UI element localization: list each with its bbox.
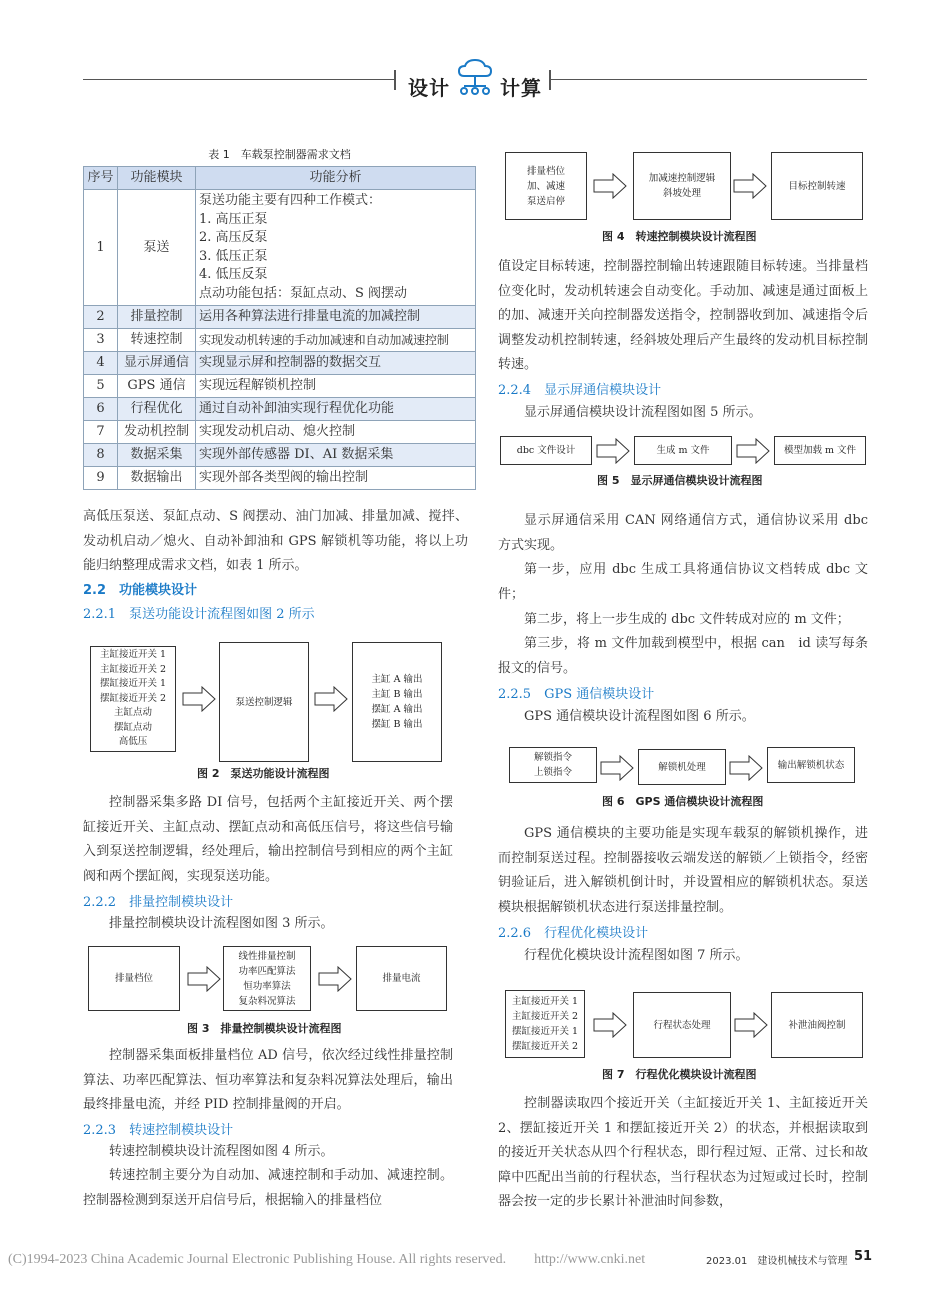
page-number: 51 [854, 1249, 873, 1264]
fig7-input-line: 主缸接近开关 1 [511, 996, 579, 1007]
fig6-input-line: 上锁指令 [533, 767, 572, 778]
block-arrow-right-icon [318, 966, 352, 992]
row-analysis-multiline [196, 190, 476, 306]
fig5-generate-label: 生成 m 文件 [656, 445, 710, 456]
section-heading-2-2-5: 2.2.5 GPS 通信模块设计 [498, 687, 655, 702]
fig2-logic-box [219, 642, 309, 762]
fig3-algorithm-box [223, 946, 311, 1011]
section-heading-2-2-6: 2.2.6 行程优化模块设计 [498, 926, 649, 941]
fig3-algorithm-line: 复杂料况算法 [238, 995, 296, 1007]
fig2-input-line: 高低压 [118, 736, 148, 748]
analysis-line: 3. 低压正泵 [199, 248, 268, 264]
fig3-input-label: 排量档位 [114, 973, 153, 984]
section-heading-2-2: 2.2 功能模块设计 [83, 583, 198, 598]
figure-6-caption: 图 6 GPS 通信模块设计流程图 [602, 795, 764, 808]
fig5-dbc-box [500, 436, 592, 465]
block-arrow-right-icon [187, 966, 221, 992]
figure-3-caption: 图 3 排量控制模块设计流程图 [187, 1022, 342, 1035]
row-analysis: 实现发动机启动、熄火控制 [196, 421, 476, 444]
block-arrow-right-icon [736, 438, 770, 464]
fig4-logic-box [633, 152, 731, 220]
table-row [84, 467, 476, 490]
row-analysis: 通过自动补卸油实现行程优化功能 [196, 398, 476, 421]
fig4-input-line: 泵送启停 [526, 195, 565, 207]
fig3-algorithm-line: 线性排量控制 [238, 950, 296, 962]
header-bracket-right [549, 70, 551, 90]
row-module: 数据输出 [118, 467, 196, 490]
table-row [84, 398, 476, 421]
copyright-line: (C)1994-2023 China Academic Journal Electronic Publishing House. All rights reserved. http://www.cnki.net [8, 1252, 646, 1267]
analysis-line: 1. 高压正泵 [199, 211, 268, 227]
header-title-left: 设计 [408, 76, 450, 100]
block-arrow-right-icon [734, 1012, 768, 1038]
row-no: 7 [84, 421, 118, 444]
fig5-load-box [774, 436, 866, 465]
paragraph-2-2-6: 行程优化模块设计流程图如图 7 所示。 [524, 948, 749, 963]
fig7-input-line: 摆缸接近开关 1 [511, 1026, 579, 1037]
paragraph-2-2-2: 排量控制模块设计流程图如图 3 所示。 [109, 916, 334, 931]
row-module: 显示屏通信 [118, 352, 196, 375]
block-arrow-right-icon [596, 438, 630, 464]
block-arrow-right-icon [600, 755, 634, 781]
table-caption: 表 1 车载泵控制器需求文档 [208, 148, 351, 161]
analysis-line: 4. 低压反泵 [199, 267, 268, 282]
fig2-input-line: 主缸接近开关 2 [99, 663, 167, 675]
table-row [84, 444, 476, 467]
requirements-table [83, 166, 476, 490]
fig7-input-box [505, 990, 585, 1058]
row-no: 1 [84, 190, 118, 306]
cloud-network-icon [456, 58, 494, 98]
figure-5-caption: 图 5 显示屏通信模块设计流程图 [597, 474, 763, 487]
fig6-process-box [638, 749, 726, 785]
figure-2-caption: 图 2 泵送功能设计流程图 [197, 767, 330, 780]
block-arrow-right-icon [593, 173, 627, 199]
fig4-logic-line: 斜坡处理 [662, 188, 701, 199]
fig7-output-box [771, 992, 863, 1058]
analysis-line: 2. 高压反泵 [199, 230, 268, 245]
block-arrow-right-icon [733, 173, 767, 199]
figure-4-caption: 图 4 转速控制模块设计流程图 [602, 230, 757, 243]
fig6-process-label: 解锁机处理 [658, 761, 706, 773]
row-module: 排量控制 [118, 306, 196, 329]
fig7-input-line: 主缸接近开关 2 [511, 1011, 579, 1022]
fig5-load-label: 模型加载 m 文件 [783, 445, 857, 456]
fig7-input-line: 摆缸接近开关 2 [511, 1041, 579, 1052]
row-analysis: 实现外部各类型阀的输出控制 [196, 467, 476, 490]
fig6-output-box [767, 747, 855, 783]
fig2-input-line: 摆缸点动 [113, 721, 152, 733]
fig3-output-label: 排量电流 [382, 973, 421, 984]
row-no: 5 [84, 375, 118, 398]
row-module: 行程优化 [118, 398, 196, 421]
row-analysis: 运用各种算法进行排量电流的加减控制 [196, 306, 476, 329]
fig2-output-line: 摆缸 B 输出 [371, 719, 423, 730]
block-arrow-right-icon [182, 686, 216, 712]
fig3-input-box [88, 946, 180, 1011]
fig2-output-line: 主缸 A 输出 [371, 674, 423, 685]
block-arrow-right-icon [314, 686, 348, 712]
table-header-cell: 序号 [84, 167, 118, 190]
fig5-paragraph-d: 第三步，将 m 文件加载到模型中，根据 can id 读写每条报文的信号。 [498, 636, 868, 676]
row-module: 泵送 [118, 190, 196, 306]
row-module: 转速控制 [118, 329, 196, 352]
section-heading-2-2-1: 2.2.1 泵送功能设计流程图如图 2 所示 [83, 607, 315, 622]
block-arrow-right-icon [729, 755, 763, 781]
header-bracket-left [394, 70, 396, 90]
header-rule-right [551, 79, 867, 80]
fig4-logic-line: 加减速控制逻辑 [648, 173, 716, 184]
table-row [84, 306, 476, 329]
block-arrow-right-icon [593, 1012, 627, 1038]
journal-name: 2023.01 建设机械技术与管理 [704, 1252, 849, 1267]
analysis-line: 点动功能包括：泵缸点动、S 阀摆动 [199, 285, 408, 301]
table-row [84, 190, 476, 306]
section-heading-2-2-2: 2.2.2 排量控制模块设计 [83, 895, 234, 910]
fig5-paragraph-c: 第二步，将上一步生成的 dbc 文件转成对应的 m 文件； [524, 612, 850, 627]
fig4-input-box [505, 152, 587, 220]
fig2-paragraph: 控制器采集多路 DI 信号，包括两个主缸接近开关、两个摆缸接近开关、主缸点动、摆缸点动和高低压信号，将这些信号输入到泵送控制逻辑，经处理后，输出控制信号到相应的两个主缸阀和两个摆缸阀，实现泵送功能。 [83, 795, 453, 884]
fig7-process-label: 行程状态处理 [653, 1019, 711, 1031]
row-no: 2 [84, 306, 118, 329]
paragraph-2-2-4: 显示屏通信模块设计流程图如图 5 所示。 [524, 405, 762, 420]
paragraph-2-2-5: GPS 通信模块设计流程图如图 6 所示。 [524, 709, 755, 724]
header-title-right: 计算 [500, 76, 542, 100]
section-heading-2-2-4: 2.2.4 显示屏通信模块设计 [498, 383, 662, 398]
row-analysis: 实现显示屏和控制器的数据交互 [196, 352, 476, 375]
fig2-input-line: 主缸点动 [113, 707, 152, 719]
row-module: 发动机控制 [118, 421, 196, 444]
fig4-input-line: 排量档位 [526, 165, 565, 177]
fig3-paragraph: 控制器采集面板排量档位 AD 信号，依次经过线性排量控制算法、功率匹配算法、恒功率算法和复杂料况算法处理后，输出最终排量电流，并经 PID 控制排量阀的开启。 [83, 1048, 453, 1112]
section-heading-2-2-3: 2.2.3 转速控制模块设计 [83, 1123, 234, 1138]
table-row [84, 375, 476, 398]
fig3-output-box [356, 946, 447, 1011]
table-header-row [84, 167, 476, 190]
row-module: GPS 通信 [118, 375, 196, 398]
fig6-input-line: 解锁指令 [533, 752, 572, 763]
fig2-input-box [90, 646, 176, 752]
fig7-output-label: 补泄油阀控制 [788, 1019, 846, 1031]
row-no: 4 [84, 352, 118, 375]
fig7-process-box [633, 992, 731, 1058]
fig2-output-line: 摆缸 A 输出 [371, 704, 423, 715]
fig6-paragraph: GPS 通信模块的主要功能是实现车载泵的解锁机操作，进而控制泵送过程。控制器接收云端发送的解锁／上锁指令，经密钥验证后，进入解锁机倒计时，并设置相应的解锁机状态。泵送模块根据解锁机状态进行泵送排量控制。 [498, 826, 868, 915]
fig4-output-label: 目标控制转速 [788, 180, 846, 192]
paragraph-2-2-3a: 转速控制模块设计流程图如图 4 所示。 [109, 1144, 334, 1159]
table-header-cell: 功能分析 [196, 167, 476, 190]
table-row [84, 352, 476, 375]
fig2-input-line: 摆缸接近开关 2 [99, 692, 167, 704]
table-header-cell: 功能模块 [118, 167, 196, 190]
paragraph-2-2-3b: 转速控制主要分为自动加、减速控制和手动加、减速控制。控制器检测到泵送开启信号后，根据输入的排量档位 [83, 1168, 453, 1208]
fig3-algorithm-line: 功率匹配算法 [238, 965, 296, 977]
fig6-output-label: 输出解锁机状态 [777, 759, 845, 771]
fig3-algorithm-line: 恒功率算法 [243, 980, 291, 992]
table-row [84, 329, 476, 352]
fig2-output-line: 主缸 B 输出 [371, 689, 423, 700]
row-analysis: 实现远程解锁机控制 [196, 375, 476, 398]
fig2-input-line: 摆缸接近开关 1 [99, 678, 167, 690]
row-no: 8 [84, 444, 118, 467]
fig4-output-box [771, 152, 863, 220]
fig2-input-line: 主缸接近开关 1 [99, 649, 167, 661]
figure-7-caption: 图 7 行程优化模块设计流程图 [602, 1068, 757, 1081]
row-module: 数据采集 [118, 444, 196, 467]
fig7-paragraph: 控制器读取四个接近开关（主缸接近开关 1、主缸接近开关 2、摆缸接近开关 1 和摆缸接近开关 2）的状态，并根据读取到的接近开关状态从四个行程状态，即行程过短、正常、过长和故障中匹配出当前的行程状态，当行程状态为过短或过长时，控制器会按一定的步长累计补泄油时间参数， [498, 1096, 868, 1209]
fig5-generate-box [634, 436, 732, 465]
fig5-paragraph-b: 第一步，应用 dbc 生成工具将通信协议文档转成 dbc 文件； [498, 562, 868, 602]
analysis-line: 泵送功能主要有四种工作模式： [199, 193, 382, 208]
header-rule-left [83, 79, 394, 80]
fig5-paragraph-a: 显示屏通信采用 CAN 网络通信方式，通信协议采用 dbc 方式实现。 [498, 513, 868, 553]
fig5-dbc-label: dbc 文件设计 [516, 445, 576, 456]
fig4-input-line: 加、减速 [526, 180, 565, 192]
fig4-paragraph: 值设定目标转速，控制器控制输出转速跟随目标转速。当排量档位变化时，发动机转速会自动变化。手动加、减速是通过面板上的加、减速开关向控制器发送指令，控制器收到加、减速指令后调整发动机控制转速，经斜坡处理后产生最终的发动机目标控制转速。 [498, 259, 868, 372]
fig6-input-box [509, 747, 597, 783]
row-no: 3 [84, 329, 118, 352]
intro-paragraph: 高低压泵送、泵缸点动、S 阀摆动、油门加减、排量加减、搅拌、发动机启动／熄火、自动补卸油和 GPS 解锁机等功能，将以上功能归纳整理成需求文档，如表 1 所示。 [83, 509, 468, 573]
row-analysis: 实现发动机转速的手动加减速和自动加减速控制 [196, 329, 476, 352]
row-no: 9 [84, 467, 118, 490]
row-no: 6 [84, 398, 118, 421]
table-row [84, 421, 476, 444]
fig2-output-box [352, 642, 442, 762]
fig2-logic-label: 泵送控制逻辑 [235, 696, 293, 708]
row-analysis: 实现外部传感器 DI、AI 数据采集 [196, 444, 476, 467]
